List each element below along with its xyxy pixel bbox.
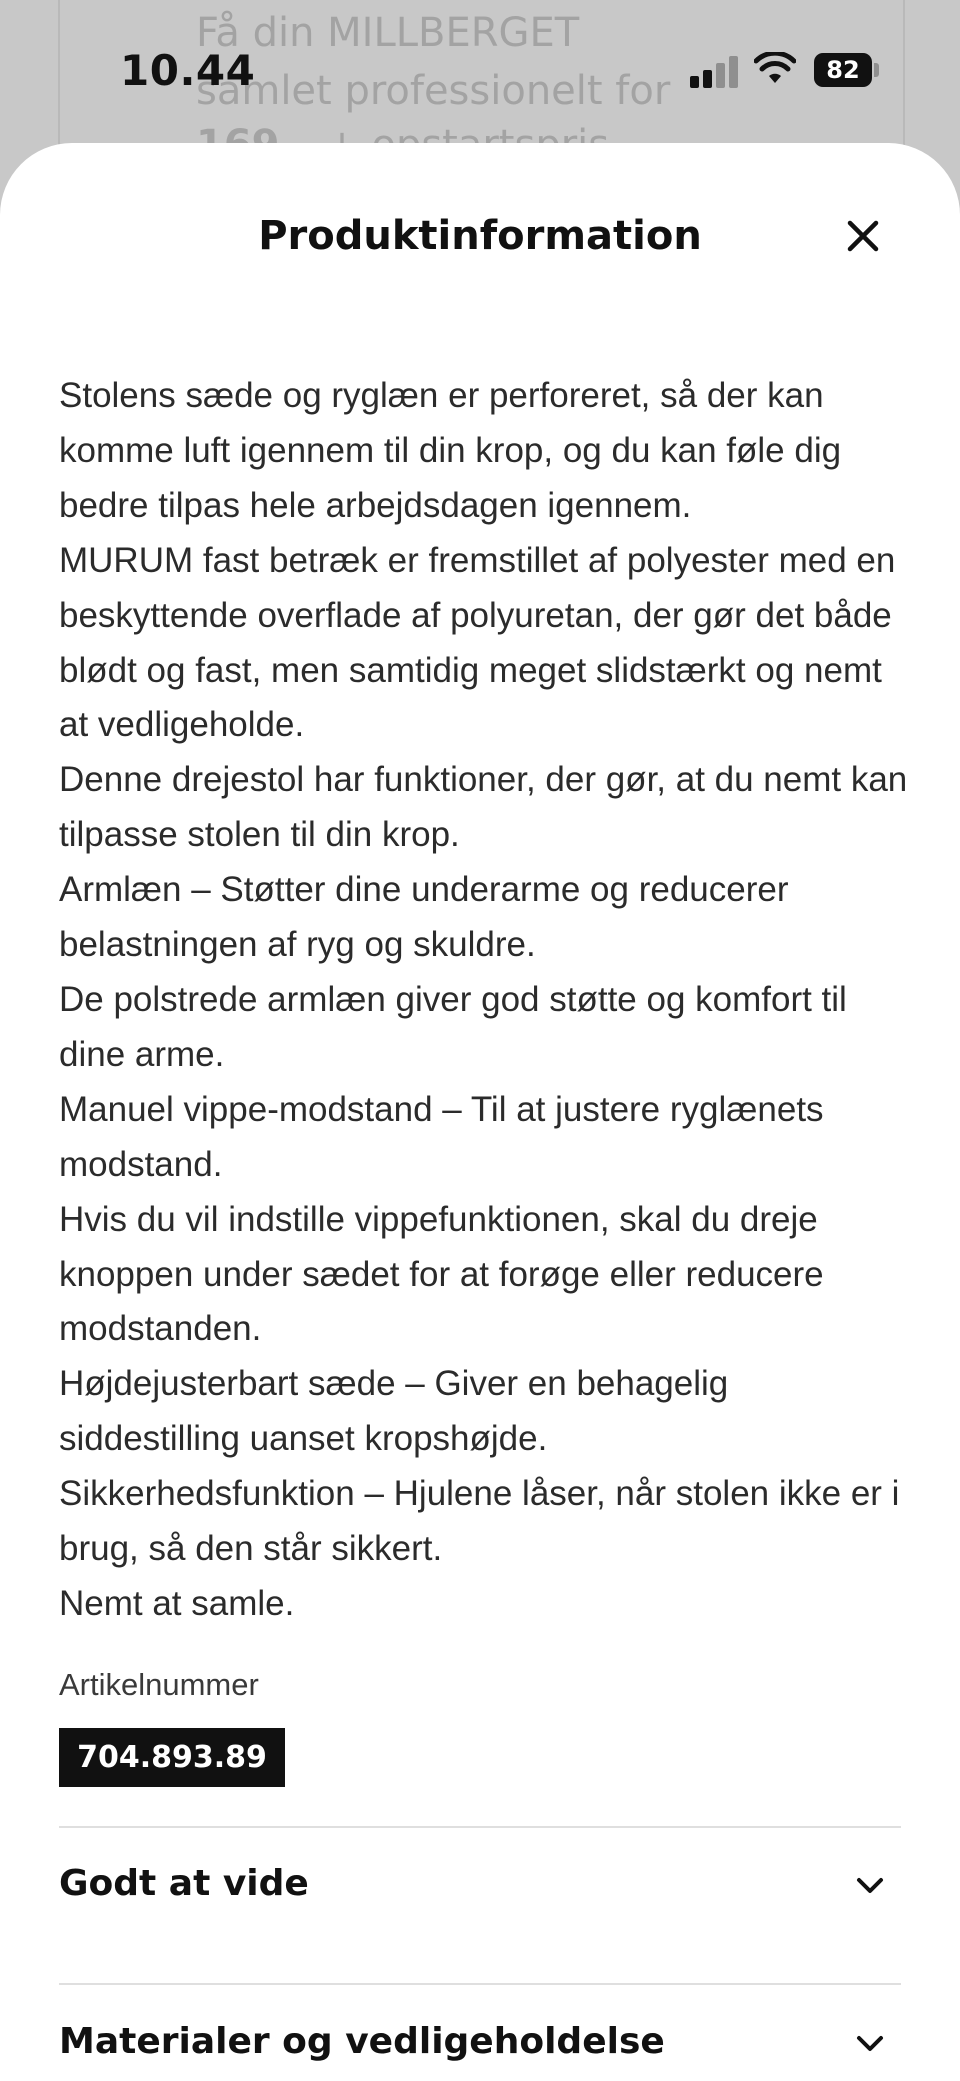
close-icon[interactable] [838,211,888,261]
chevron-down-icon [853,2027,887,2061]
chevron-down-icon [853,1869,887,1903]
accordion-materials-and-care[interactable] [59,2001,901,2081]
battery-icon: 82 [814,53,872,87]
description-line: De polstrede armlæn giver god støtte og komfort til dine arme. [59,979,847,1074]
description-line: Hvis du vil indstille vippefunktionen, skal du dreje knoppen under sædet for at forøge eller reducere modstanden. [59,1199,824,1349]
article-number-label: Artikelnummer [59,1667,259,1702]
description-line: Højdejusterbart sæde – Giver en behagelig siddestilling uanset kropshøjde. [59,1364,729,1459]
description-line: Manuel vippe-modstand – Til at justere ryglænets modstand. [59,1089,824,1184]
description-line: Stolens sæde og ryglæn er perforeret, så der kan komme luft igennem til din krop, og du kan føle dig bedre tilpas hele arbejdsdagen igennem. [59,376,842,525]
product-information-sheet [0,143,960,2081]
product-description [59,369,909,1632]
description-line: Denne drejestol har funktioner, der gør, at du nemt kan tilpasse stolen til din krop. [59,760,908,855]
divider [59,1983,901,1985]
background-promo-text: Få din MILLBERGET samlet professionelt for [196,10,671,114]
sheet-title: Produktinformation [258,213,702,259]
wifi-icon [754,52,796,86]
accordion-label: Materialer og vedligeholdelse [59,2021,665,2062]
status-time: 10.44 [120,46,256,95]
description-line: Sikkerhedsfunktion – Hjulene låser, når stolen ikke er i brug, så den står sikkert. [59,1474,900,1569]
description-line: MURUM fast betræk er fremstillet af polyester med en beskyttende overflade af polyuretan, der gør det både blødt og fast, men samtidig meget slidstærkt og nemt at vedligeholde. [59,540,896,745]
divider [59,1826,901,1828]
battery-tip [874,63,879,77]
cellular-signal-icon [690,56,738,88]
description-line: Armlæn – Støtter dine underarme og reducerer belastningen af ryg og skuldre. [59,870,789,965]
status-bar [0,0,960,140]
description-line: Nemt at samle. [59,1583,295,1623]
accordion-good-to-know[interactable] [59,1843,901,1933]
accordion-label: Godt at vide [59,1863,309,1904]
article-number-badge: 704.893.89 [59,1728,285,1787]
